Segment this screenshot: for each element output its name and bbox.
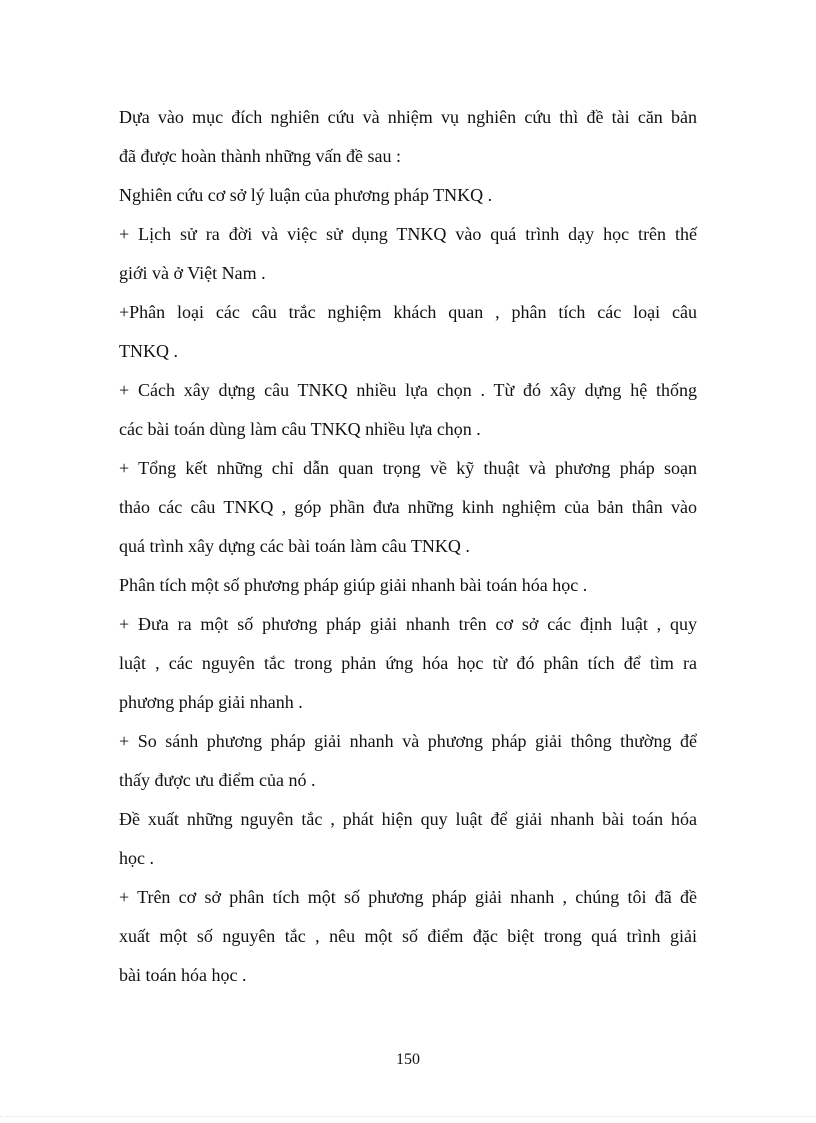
text-line: đã được hoàn thành những vấn đề sau : [119,146,401,166]
text-line: phương pháp giải nhanh . [119,692,303,712]
text-line: + Lịch sử ra đời và việc sử dụng TNKQ vào quá trình dạy học trên thế [119,224,697,244]
text-line: TNKQ . [119,341,178,361]
text-line: + Trên cơ sở phân tích một số phương pháp giải nhanh , chúng tôi đã đề [119,887,697,907]
text-line: luật , các nguyên tắc trong phản ứng hóa học từ đó phân tích để tìm ra [119,653,697,673]
text-line: thảo các câu TNKQ , góp phần đưa những kinh nghiệm của bản thân vào [119,497,697,517]
text-line: thấy được ưu điểm của nó . [119,770,316,790]
text-line: +Phân loại các câu trắc nghiệm khách quan , phân tích các loại câu [119,302,697,322]
text-line: học . [119,848,154,868]
text-line: + So sánh phương pháp giải nhanh và phương pháp giải thông thường để [119,731,697,751]
text-line: Dựa vào mục đích nghiên cứu và nhiệm vụ nghiên cứu thì đề tài căn bản [119,107,697,127]
text-line: giới và ở Việt Nam . [119,263,266,283]
page-bottom-divider [0,1116,816,1117]
text-line: Đề xuất những nguyên tắc , phát hiện quy luật để giải nhanh bài toán hóa [119,809,697,829]
text-line: + Đưa ra một số phương pháp giải nhanh trên cơ sở các định luật , quy [119,614,697,634]
text-line: quá trình xây dựng các bài toán làm câu TNKQ . [119,536,470,556]
text-line: + Tổng kết những chỉ dẫn quan trọng về kỹ thuật và phương pháp soạn [119,458,697,478]
text-line: các bài toán dùng làm câu TNKQ nhiều lựa chọn . [119,419,481,439]
text-line: bài toán hóa học . [119,965,247,985]
text-line: Phân tích một số phương pháp giúp giải nhanh bài toán hóa học . [119,575,588,595]
text-line: + Cách xây dựng câu TNKQ nhiều lựa chọn . Từ đó xây dựng hệ thống [119,380,697,400]
text-line: xuất một số nguyên tắc , nêu một số điểm đặc biệt trong quá trình giải [119,926,697,946]
page-number: 150 [396,1051,420,1068]
text-line: Nghiên cứu cơ sở lý luận của phương pháp TNKQ . [119,185,493,205]
body-text [119,101,697,998]
